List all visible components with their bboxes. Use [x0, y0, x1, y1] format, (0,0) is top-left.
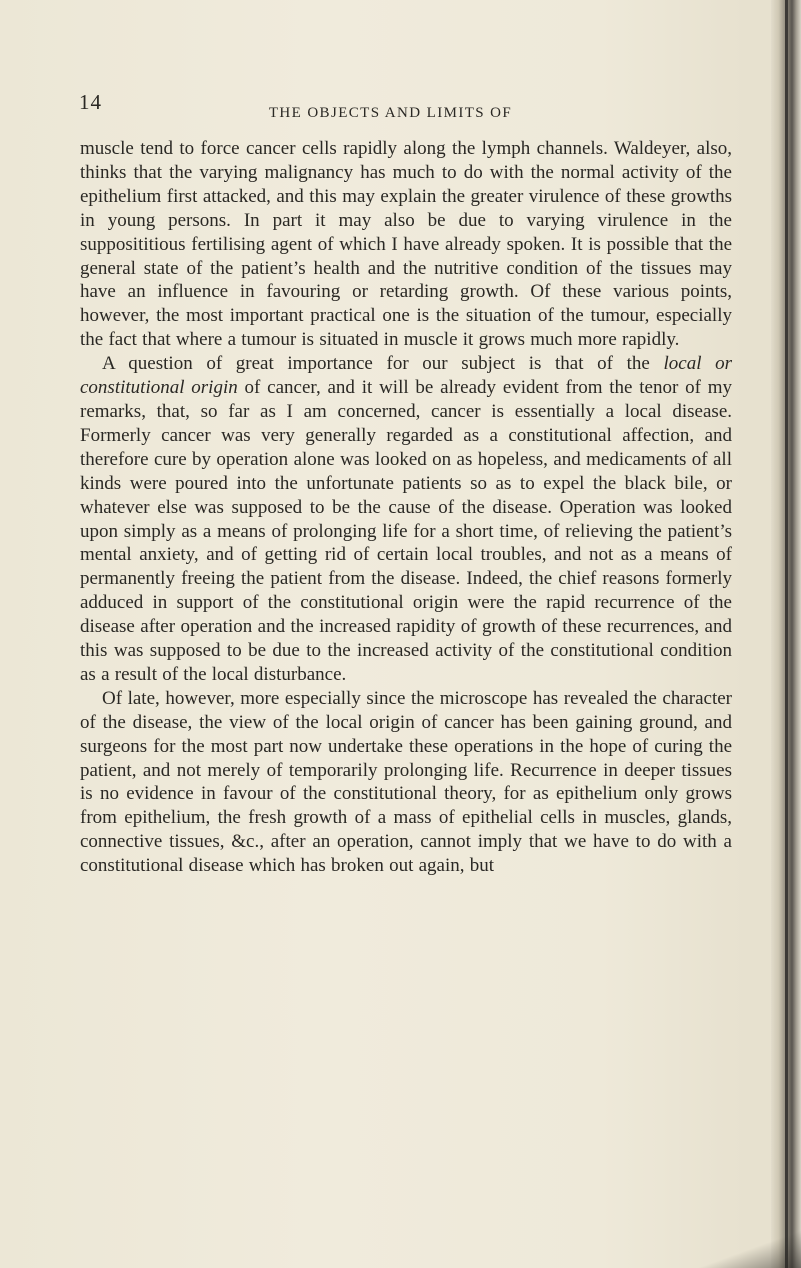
- paragraph-2: [80, 352, 732, 687]
- running-head: THE OBJECTS AND LIMITS OF: [268, 105, 513, 121]
- paragraph-3: Of late, however, more especially since the microscope has revealed the character of the disease, the view of the local origin of cancer has been gaining ground, and surgeons for the most part now undertake these operations in the hope of curing the patient, and not merely of temporarily prolonging life. Recurrence in deeper tissues is no evidence in favour of the constitutional theory, for as epithelium only grows from epithelium, the fresh growth of a mass of epithelial cells in muscles, glands, connective tissues, &c., after an operation, cannot imply that we have to do with a constitutional disease which has broken out again, but: [80, 687, 732, 877]
- paragraph-2-before: A question of great importance for our subject is that of the: [102, 353, 650, 375]
- page-edge-line: [785, 0, 788, 1268]
- page-corner-shadow: [681, 1228, 801, 1268]
- paragraph-1: muscle tend to force cancer cells rapidly along the lymph channels. Waldeyer, also, thinks that the varying malignancy has much to do with the normal activity of the epithelium first attacked, and this may explain the greater virulence of these growths in young persons. In part it may also be due to varying virulence in the supposititious fertilising agent of which I have already spoken. It is possible that the general state of the patient’s health and the nutritive condition of the tissues may have an influence in favouring or retarding growth. Of these various points, however, the most important practical one is the situation of the tumour, especially the fact that where a tumour is situated in muscle it grows much more rapidly.: [80, 138, 732, 351]
- italic-phrase: local or constitutional origin: [80, 353, 733, 399]
- paragraph-2-after: of cancer, and it will be already evident from the tenor of my remarks, that, so far as I am concerned, cancer is essentially a local disease. Formerly cancer was very generally regarded as a constitutional affection, and therefore cure by operation alone was looked on as hopeless, and medicaments of all kinds were poured into the unfortunate patients so as to expel the black bile, or whatever else was supposed to be the cause of the disease. Operation was looked upon simply as a means of prolonging life for a short time, of relieving the patient’s mental anxiety, and of getting rid of certain local troubles, and not as a means of permanently freeing the patient from the disease. Indeed, the chief reasons formerly adduced in support of the constitutional origin were the rapid recurrence of the disease after operation and the increased rapidity of growth of these recurrences, and this was supposed to be due to the increased activity of the constitutional condition as a result of the local disturbance.: [80, 377, 733, 685]
- page-number: 14: [79, 90, 102, 114]
- body-text: [80, 137, 732, 878]
